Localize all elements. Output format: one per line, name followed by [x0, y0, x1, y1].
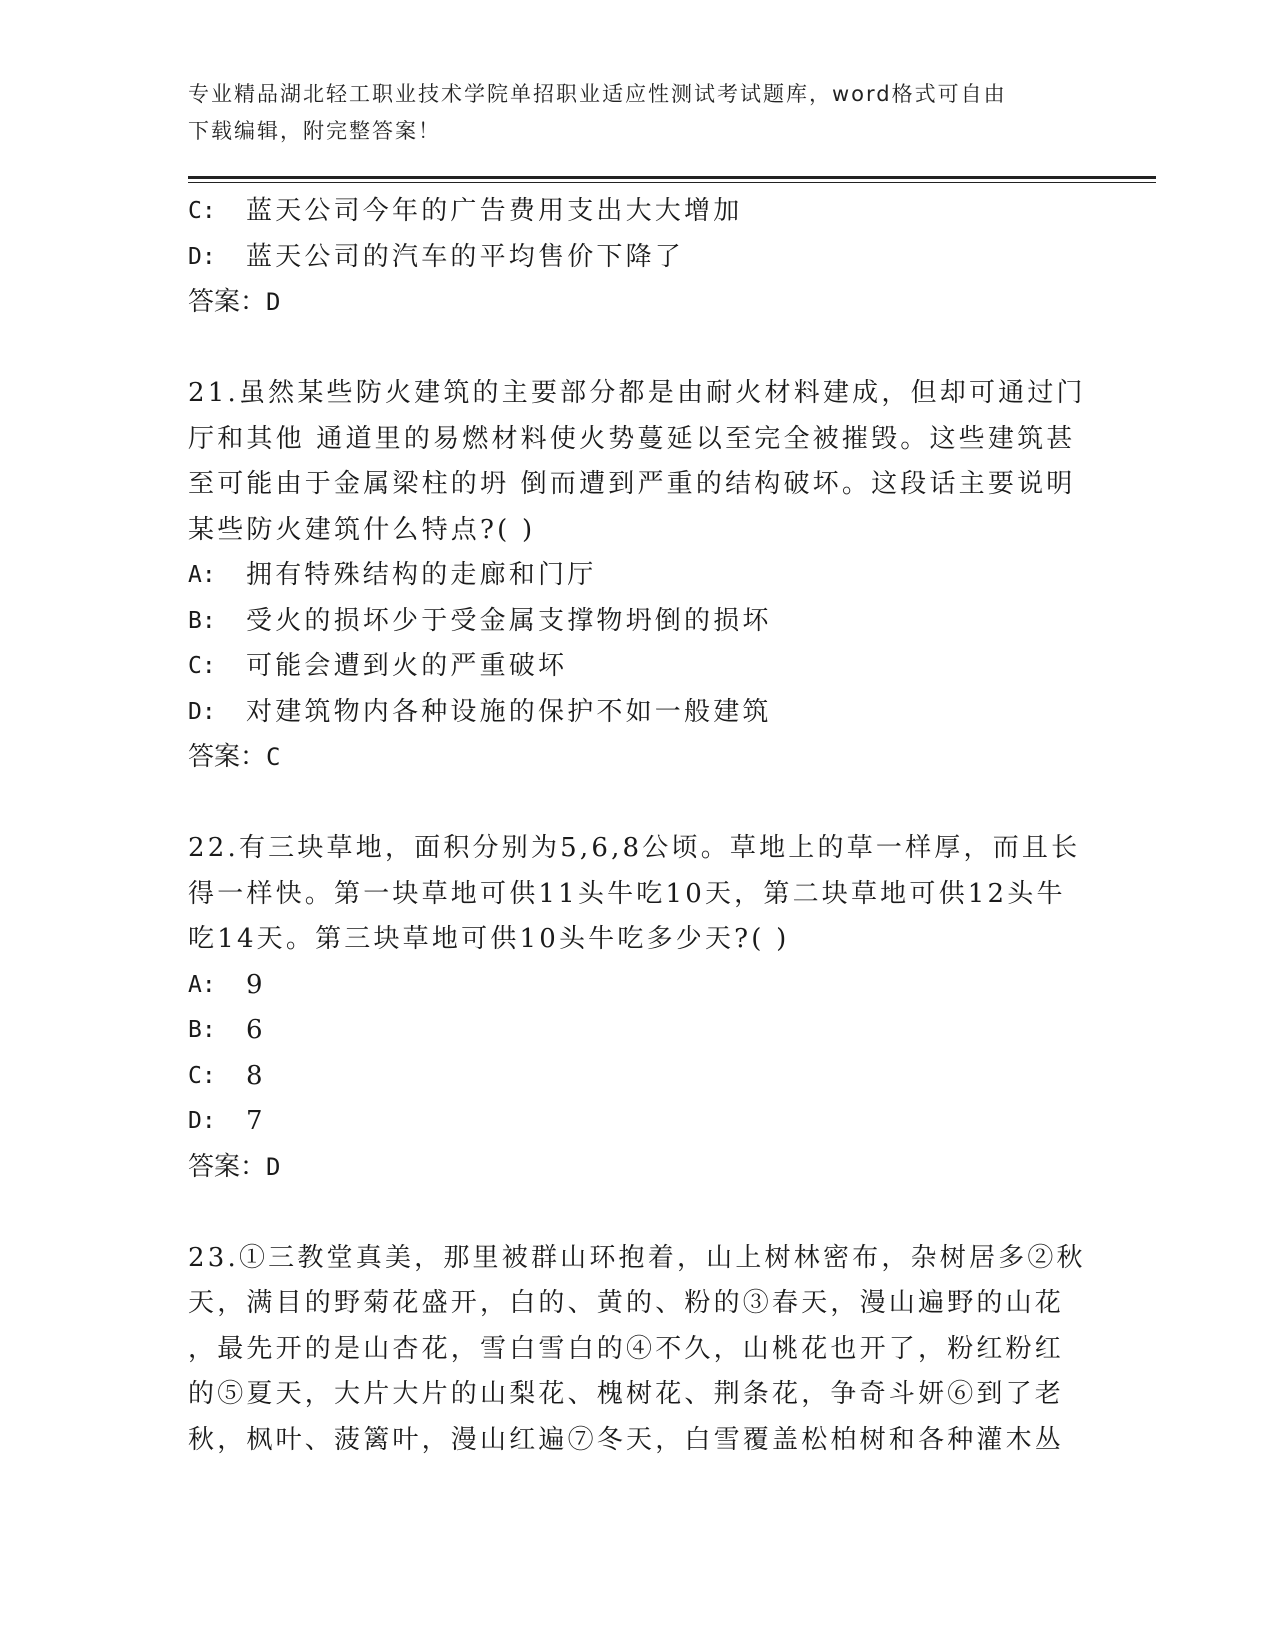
question-gap — [188, 781, 1088, 827]
option-letter: D: — [188, 243, 216, 270]
option-b — [188, 599, 1088, 645]
stem-line: 天，满目的野菊花盛开，白的、黄的、粉的③春天，漫山遍野的山花 — [188, 1288, 1065, 1318]
answer-label: 答案： — [188, 287, 267, 317]
stem-line: 的⑤夏天，大片大片的山梨花、槐树花、荆条花，争奇斗妍⑥到了老 — [188, 1379, 1065, 1409]
stem-line: 23.①三教堂真美，那里被群山环抱着，山上树林密布，杂树居多②秋 — [188, 1242, 1086, 1273]
option-d — [188, 690, 1088, 736]
option-letter: D: — [188, 698, 216, 725]
option-a — [188, 963, 1088, 1009]
stem-line: 至可能由于金属梁柱的坍 倒而遭到严重的结构破坏。这段话主要说明 — [188, 469, 1076, 499]
option-d — [188, 1099, 1088, 1145]
option-text: 9 — [246, 969, 266, 1000]
option-letter: A: — [188, 562, 216, 588]
question-23 — [188, 1236, 1088, 1464]
option-text: 6 — [246, 1015, 266, 1045]
option-c — [188, 189, 1088, 235]
option-d — [188, 235, 1088, 281]
option-letter: D: — [188, 1108, 216, 1134]
stem-line: 21.虽然某些防火建筑的主要部分都是由耐火材料建成，但却可通过门 — [188, 378, 1086, 408]
stem-line: 某些防火建筑什么特点?( ) — [188, 514, 536, 545]
answer-line — [188, 280, 1088, 326]
option-letter: C: — [188, 653, 216, 679]
stem-line: 得一样快。第一块草地可供11头牛吃10天，第二块草地可供12头牛 — [188, 878, 1066, 909]
option-text: 对建筑物内各种设施的保护不如一般建筑 — [246, 696, 772, 727]
answer-label: 答案： — [188, 1151, 267, 1182]
option-text: 受火的损坏少于受金属支撑物坍倒的损坏 — [246, 605, 772, 636]
question-20-tail — [188, 189, 1088, 326]
answer-value: C — [266, 743, 281, 771]
option-letter: C: — [188, 1062, 216, 1089]
question-stem — [188, 1236, 1088, 1464]
option-letter: B: — [188, 607, 216, 634]
stem-line: 22.有三块草地，面积分别为5,6,8公顷。草地上的草一样厚，而且长 — [188, 833, 1081, 863]
header-line-1: 专业精品湖北轻工职业技术学院单招职业适应性测试考试题库，word格式可自由 — [188, 82, 1007, 106]
option-text: 拥有特殊结构的走廊和门厅 — [246, 560, 597, 590]
option-letter: C: — [188, 198, 216, 224]
document-body — [188, 189, 1088, 1463]
stem-line: 吃14天。第三块草地可供10头牛吃多少天?( ) — [188, 924, 790, 954]
question-stem — [188, 371, 1088, 553]
option-b — [188, 1008, 1088, 1054]
answer-label: 答案： — [188, 742, 267, 772]
option-text: 蓝天公司今年的广告费用支出大大增加 — [246, 196, 743, 226]
option-c — [188, 644, 1088, 690]
stem-line: 厅和其他 通道里的易燃材料使火势蔓延以至完全被摧毁。这些建筑甚 — [188, 423, 1076, 454]
answer-value: D — [266, 288, 281, 316]
page-header — [188, 76, 1088, 150]
option-a — [188, 553, 1088, 599]
question-21 — [188, 371, 1088, 781]
option-text: 8 — [246, 1060, 266, 1091]
option-text: 蓝天公司的汽车的平均售价下降了 — [246, 241, 685, 272]
question-gap — [188, 326, 1088, 372]
answer-line — [188, 735, 1088, 781]
answer-value: D — [266, 1152, 281, 1181]
option-letter: A: — [188, 971, 216, 998]
question-gap — [188, 1190, 1088, 1236]
option-text: 可能会遭到火的严重破坏 — [246, 651, 568, 681]
stem-line: 秋，枫叶、菠篱叶，漫山红遍⑦冬天，白雪覆盖松柏树和各种灌木丛 — [188, 1424, 1065, 1455]
header-divider-thick — [188, 176, 1156, 179]
option-c — [188, 1054, 1088, 1100]
option-letter: B: — [188, 1017, 216, 1043]
header-line-2: 下载编辑，附完整答案！ — [188, 119, 441, 143]
header-divider-thin — [188, 182, 1156, 183]
question-22 — [188, 826, 1088, 1190]
stem-line: ，最先开的是山杏花，雪白雪白的④不久，山桃花也开了，粉红粉红 — [188, 1333, 1065, 1364]
answer-line — [188, 1145, 1088, 1191]
question-stem — [188, 826, 1088, 963]
option-text: 7 — [246, 1106, 266, 1136]
